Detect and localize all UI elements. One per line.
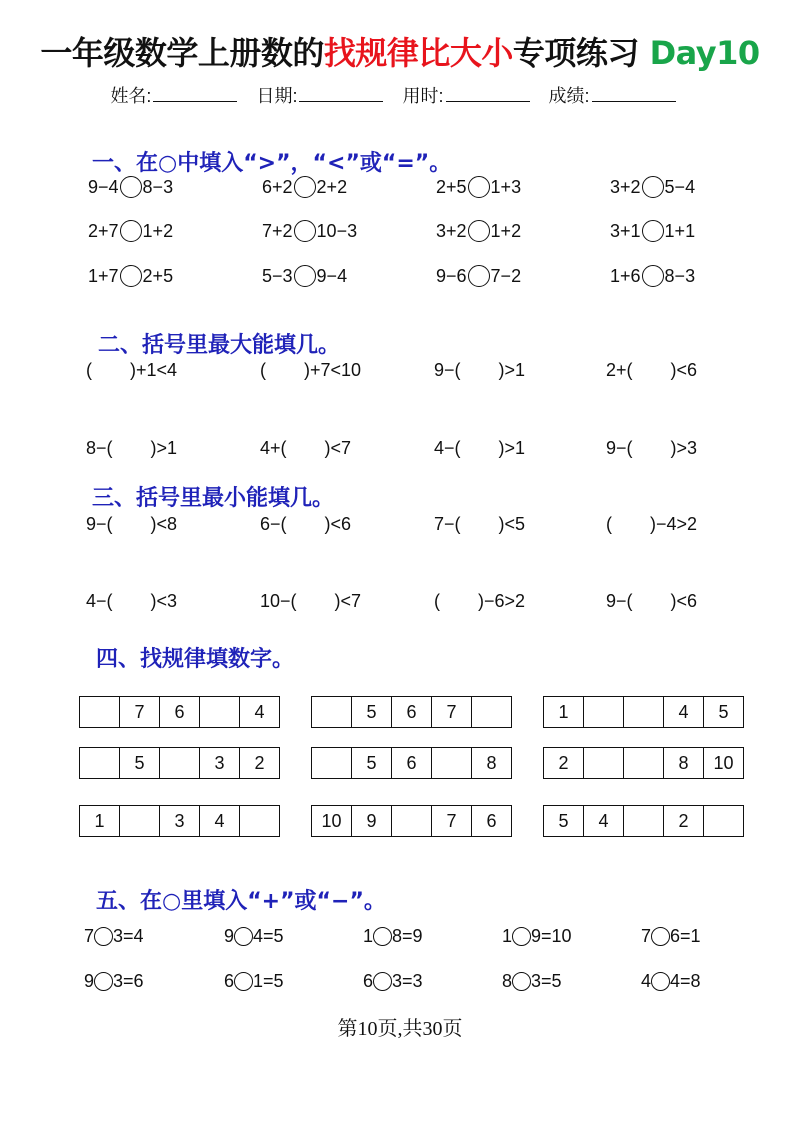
- operand: 4: [641, 970, 652, 991]
- right-expression: 10−3: [316, 220, 358, 241]
- left-expression: 3+1: [610, 220, 641, 241]
- sequence-cell: 3: [200, 748, 240, 778]
- right-expression: 1+1: [664, 220, 696, 241]
- date-blank[interactable]: [299, 87, 383, 102]
- worksheet-title: [0, 28, 800, 74]
- equation-rest: 9=10: [531, 925, 572, 946]
- parenthesis-item: [86, 435, 177, 461]
- sequence-cell: 7: [120, 697, 160, 727]
- number-sequence: [79, 747, 280, 779]
- sequence-cell: 2: [544, 748, 584, 778]
- operator-circle[interactable]: [234, 972, 253, 991]
- sequence-blank-cell[interactable]: [312, 748, 352, 778]
- expression-left: 9−(: [434, 359, 461, 380]
- parenthesis-item: [434, 357, 525, 383]
- number-sequence: [543, 696, 744, 728]
- sequence-cell: 7: [432, 697, 472, 727]
- expression-right: )−4>2: [650, 513, 698, 534]
- expression-right: )>3: [670, 437, 698, 458]
- expression-right: )<5: [498, 513, 526, 534]
- parenthesis-item: [606, 588, 697, 614]
- sequence-cell: 6: [472, 806, 512, 836]
- equation-rest: 1=5: [253, 970, 284, 991]
- operator-item: [84, 923, 144, 949]
- score-blank[interactable]: [592, 87, 676, 102]
- time-label: 用时:: [402, 86, 444, 106]
- right-expression: 9−4: [316, 265, 348, 286]
- sequence-blank-cell[interactable]: [584, 697, 624, 727]
- expression-right: )<6: [670, 359, 698, 380]
- sequence-cell: 5: [352, 697, 392, 727]
- number-sequence: [311, 696, 512, 728]
- equation-rest: 4=5: [253, 925, 284, 946]
- parenthesis-item: [86, 511, 177, 537]
- title-day: Day10: [649, 34, 760, 72]
- equation-rest: 3=4: [113, 925, 144, 946]
- sequence-blank-cell[interactable]: [472, 697, 512, 727]
- expression-left: (: [86, 359, 92, 380]
- sequence-cell: 4: [584, 806, 624, 836]
- expression-left: 7−(: [434, 513, 461, 534]
- sequence-cell: 5: [120, 748, 160, 778]
- sequence-blank-cell[interactable]: [160, 748, 200, 778]
- operator-circle[interactable]: [94, 972, 113, 991]
- compare-item: [88, 174, 173, 200]
- answer-circle[interactable]: [294, 265, 316, 287]
- operator-circle[interactable]: [512, 972, 531, 991]
- sequence-blank-cell[interactable]: [312, 697, 352, 727]
- expression-left: 4−(: [86, 590, 113, 611]
- parenthesis-item: [606, 357, 697, 383]
- right-expression: 1+3: [490, 176, 522, 197]
- sequence-blank-cell[interactable]: [80, 748, 120, 778]
- sequence-cell: 5: [544, 806, 584, 836]
- number-sequence: [311, 747, 512, 779]
- right-expression: 5−4: [664, 176, 696, 197]
- number-sequence: [79, 805, 280, 837]
- operator-item: [224, 968, 284, 994]
- operator-circle[interactable]: [651, 972, 670, 991]
- parenthesis-item: [260, 588, 361, 614]
- sequence-blank-cell[interactable]: [432, 748, 472, 778]
- number-sequence: [311, 805, 512, 837]
- compare-item: [436, 174, 521, 200]
- equation-rest: 3=6: [113, 970, 144, 991]
- sequence-blank-cell[interactable]: [200, 697, 240, 727]
- answer-circle[interactable]: [642, 176, 664, 198]
- left-expression: 3+2: [610, 176, 641, 197]
- section1-heading: 一、在○中填入“>”，“<”或“=”。: [92, 151, 452, 176]
- sequence-cell: 7: [432, 806, 472, 836]
- right-expression: 1+2: [142, 220, 174, 241]
- name-blank[interactable]: [153, 87, 237, 102]
- expression-right: )<7: [324, 437, 352, 458]
- left-expression: 5−3: [262, 265, 293, 286]
- sequence-blank-cell[interactable]: [120, 806, 160, 836]
- operator-item: [224, 923, 284, 949]
- parenthesis-item: [260, 357, 361, 383]
- sequence-cell: 8: [664, 748, 704, 778]
- expression-left: (: [434, 590, 440, 611]
- number-sequence: [79, 696, 280, 728]
- parenthesis-item: [606, 435, 697, 461]
- operator-circle[interactable]: [373, 927, 392, 946]
- operator-item: [84, 968, 144, 994]
- sequence-cell: 9: [352, 806, 392, 836]
- right-expression: 2+5: [142, 265, 174, 286]
- operator-item: [363, 968, 423, 994]
- operator-circle[interactable]: [651, 927, 670, 946]
- parenthesis-item: [86, 357, 177, 383]
- operator-item: [363, 923, 423, 949]
- parenthesis-item: [260, 435, 351, 461]
- compare-item: [610, 218, 695, 244]
- sequence-cell: 2: [240, 748, 280, 778]
- sequence-cell: 2: [664, 806, 704, 836]
- operator-circle[interactable]: [373, 972, 392, 991]
- answer-circle[interactable]: [294, 176, 316, 198]
- sequence-cell: 5: [352, 748, 392, 778]
- sequence-cell: 10: [312, 806, 352, 836]
- sequence-blank-cell[interactable]: [392, 806, 432, 836]
- answer-circle[interactable]: [120, 220, 142, 242]
- number-sequence: [543, 805, 744, 837]
- sequence-cell: 1: [80, 806, 120, 836]
- expression-right: )>1: [150, 437, 178, 458]
- sequence-blank-cell[interactable]: [624, 697, 664, 727]
- title-text-2: 专项练习: [512, 34, 639, 72]
- expression-left: 2+(: [606, 359, 633, 380]
- name-label: 姓名:: [110, 86, 152, 106]
- expression-right: )<8: [150, 513, 178, 534]
- parenthesis-item: [434, 435, 525, 461]
- equation-rest: 3=5: [531, 970, 562, 991]
- compare-item: [262, 263, 347, 289]
- operand: 1: [363, 925, 374, 946]
- left-expression: 2+7: [88, 220, 119, 241]
- left-expression: 6+2: [262, 176, 293, 197]
- expression-right: )>1: [498, 359, 526, 380]
- sequence-blank-cell[interactable]: [584, 748, 624, 778]
- left-expression: 1+7: [88, 265, 119, 286]
- parenthesis-item: [86, 588, 177, 614]
- expression-left: (: [606, 513, 612, 534]
- operand: 6: [224, 970, 235, 991]
- right-expression: 8−3: [664, 265, 696, 286]
- equation-rest: 8=9: [392, 925, 423, 946]
- answer-circle[interactable]: [642, 220, 664, 242]
- sequence-cell: 4: [664, 697, 704, 727]
- compare-item: [88, 218, 173, 244]
- operator-item: [641, 923, 701, 949]
- title-highlight: 找规律比大小: [323, 34, 513, 72]
- operand: 7: [84, 925, 95, 946]
- left-expression: 3+2: [436, 220, 467, 241]
- expression-left: 10−(: [260, 590, 297, 611]
- parenthesis-item: [260, 511, 351, 537]
- expression-left: 6−(: [260, 513, 287, 534]
- operator-circle[interactable]: [234, 927, 253, 946]
- sequence-cell: 4: [240, 697, 280, 727]
- parenthesis-item: [606, 511, 697, 537]
- expression-right: )+7<10: [304, 359, 362, 380]
- right-expression: 1+2: [490, 220, 522, 241]
- section3-heading: 三、括号里最小能填几。: [92, 486, 335, 511]
- expression-left: 4−(: [434, 437, 461, 458]
- equation-rest: 6=1: [670, 925, 701, 946]
- parenthesis-item: [434, 511, 525, 537]
- time-blank[interactable]: [446, 87, 530, 102]
- operator-item: [502, 968, 562, 994]
- student-info-line: [0, 82, 800, 108]
- section2-heading: 二、括号里最大能填几。: [98, 333, 341, 358]
- compare-item: [436, 263, 521, 289]
- page-number: 第10页,共30页: [337, 1018, 463, 1040]
- sequence-blank-cell[interactable]: [624, 748, 664, 778]
- sequence-blank-cell[interactable]: [624, 806, 664, 836]
- operator-circle[interactable]: [94, 927, 113, 946]
- sequence-blank-cell[interactable]: [704, 806, 744, 836]
- sequence-cell: 3: [160, 806, 200, 836]
- answer-circle[interactable]: [120, 176, 142, 198]
- compare-item: [436, 218, 521, 244]
- expression-left: 8−(: [86, 437, 113, 458]
- operand: 9: [224, 925, 235, 946]
- expression-left: 9−(: [606, 590, 633, 611]
- compare-item: [262, 218, 357, 244]
- answer-circle[interactable]: [294, 220, 316, 242]
- answer-circle[interactable]: [468, 265, 490, 287]
- expression-right: )<6: [324, 513, 352, 534]
- compare-item: [262, 174, 347, 200]
- operator-circle[interactable]: [512, 927, 531, 946]
- sequence-cell: 5: [704, 697, 744, 727]
- answer-circle[interactable]: [468, 176, 490, 198]
- expression-left: 4+(: [260, 437, 287, 458]
- right-expression: 7−2: [490, 265, 522, 286]
- left-expression: 7+2: [262, 220, 293, 241]
- operator-item: [641, 968, 701, 994]
- operand: 6: [363, 970, 374, 991]
- operand: 8: [502, 970, 513, 991]
- expression-right: )<6: [670, 590, 698, 611]
- sequence-cell: 8: [472, 748, 512, 778]
- sequence-cell: 4: [200, 806, 240, 836]
- score-label: 成绩:: [548, 86, 590, 106]
- left-expression: 9−4: [88, 176, 119, 197]
- answer-circle[interactable]: [642, 265, 664, 287]
- compare-item: [610, 174, 695, 200]
- left-expression: 1+6: [610, 265, 641, 286]
- equation-rest: 3=3: [392, 970, 423, 991]
- expression-left: 9−(: [606, 437, 633, 458]
- sequence-cell: 6: [392, 697, 432, 727]
- operand: 9: [84, 970, 95, 991]
- expression-right: )+1<4: [130, 359, 178, 380]
- expression-left: 9−(: [86, 513, 113, 534]
- compare-item: [610, 263, 695, 289]
- operand: 1: [502, 925, 513, 946]
- expression-right: )<3: [150, 590, 178, 611]
- section4-heading: 四、找规律填数字。: [96, 647, 295, 672]
- date-label: 日期:: [256, 86, 298, 106]
- equation-rest: 4=8: [670, 970, 701, 991]
- expression-right: )<7: [334, 590, 362, 611]
- compare-item: [88, 263, 173, 289]
- operand: 7: [641, 925, 652, 946]
- parenthesis-item: [434, 588, 525, 614]
- number-sequence: [543, 747, 744, 779]
- title-text: 一年级数学上册数的: [40, 34, 324, 72]
- answer-circle[interactable]: [120, 265, 142, 287]
- right-expression: 2+2: [316, 176, 348, 197]
- sequence-cell: 10: [704, 748, 744, 778]
- sequence-cell: 6: [392, 748, 432, 778]
- expression-right: )−6>2: [478, 590, 526, 611]
- operator-item: [502, 923, 572, 949]
- right-expression: 8−3: [142, 176, 174, 197]
- left-expression: 9−6: [436, 265, 467, 286]
- answer-circle[interactable]: [468, 220, 490, 242]
- sequence-cell: 1: [544, 697, 584, 727]
- expression-left: (: [260, 359, 266, 380]
- sequence-blank-cell[interactable]: [240, 806, 280, 836]
- sequence-cell: 6: [160, 697, 200, 727]
- expression-right: )>1: [498, 437, 526, 458]
- left-expression: 2+5: [436, 176, 467, 197]
- sequence-blank-cell[interactable]: [80, 697, 120, 727]
- section5-heading: 五、在○里填入“+”或“−”。: [96, 889, 386, 914]
